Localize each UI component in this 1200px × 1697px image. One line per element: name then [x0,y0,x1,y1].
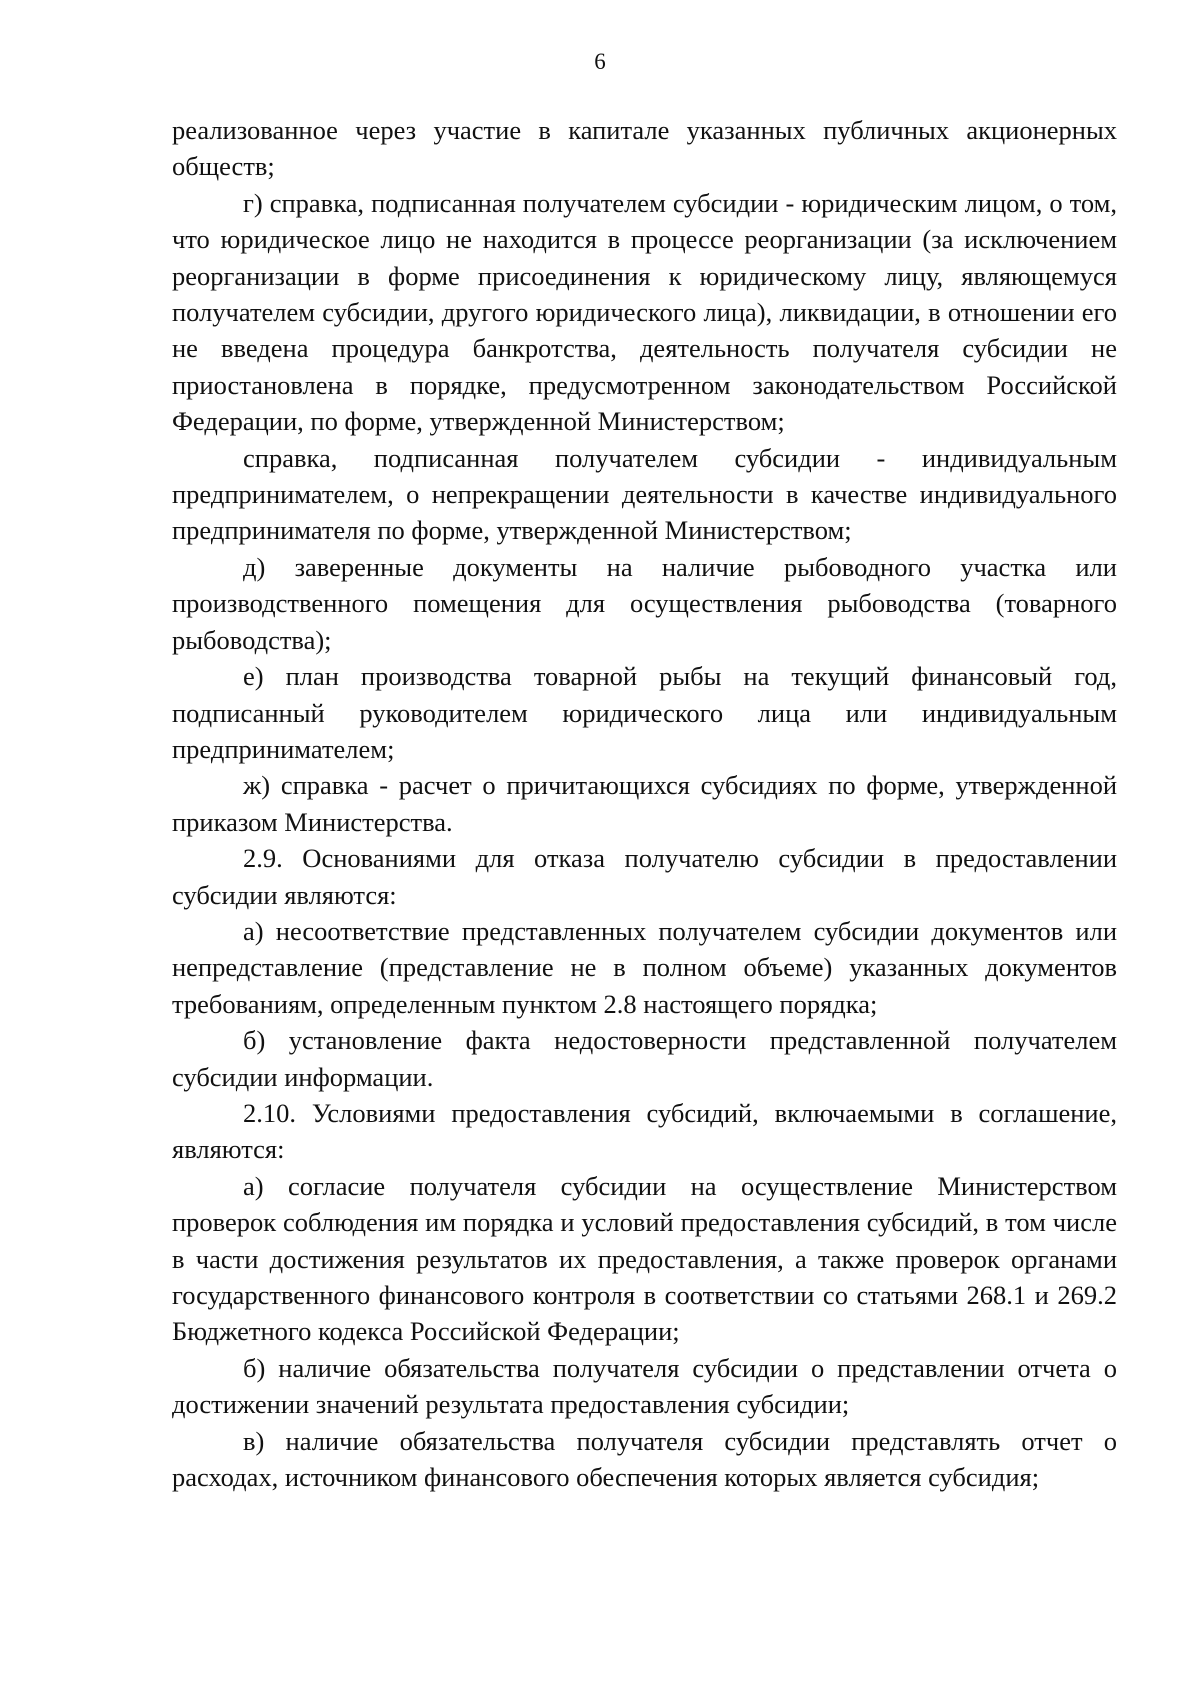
page-number: 6 [594,49,606,74]
paragraph-clause-2-10: 2.10. Условиями предоставления субсидий, включаемыми в соглашение, являются: [172,1097,1117,1165]
paragraph-item-g: г) справка, подписанная получателем субсидии - юридическим лицом, о том, что юридическое лицо не находится в процессе реорганизации (за исключением реорганизации в форме присоединения к юридическому лицу, являющемуся получателем субсидии, другого юридического лица), ликвидации, в отношении его не введена процедура банкротства, деятельность получателя субсидии не приостановлена в порядке, предусмотренном законодательством Российской Федерации, по форме, утвержденной Министерством; [172,187,1117,437]
paragraph-clause-2-10-b: б) наличие обязательства получателя субсидии о представлении отчета о достижении значений результата предоставления субсидии; [172,1352,1117,1420]
document-body [172,112,1117,1495]
paragraph-entrepreneur-certificate: справка, подписанная получателем субсидии - индивидуальным предпринимателем, о непрекращении деятельности в качестве индивидуального предпринимателя по форме, утвержденной Министерством; [172,442,1117,546]
paragraph-clause-2-9: 2.9. Основаниями для отказа получателю субсидии в предоставлении субсидии являются: [172,843,1117,910]
paragraph-clause-2-10-v: в) наличие обязательства получателя субсидии представлять отчет о расходах, источником финансового обеспечения которых является субсидия; [172,1425,1117,1493]
paragraph-item-e: е) план производства товарной рыбы на текущий финансовый год, подписанный руководителем юридического лица или индивидуальным предпринимателем; [172,661,1117,764]
paragraph-clause-2-9-a: а) несоответствие представленных получателем субсидии документов или непредставление (представление не в полном объеме) указанных документов требованиям, определенным пунктом 2.8 настоящего порядка; [172,915,1117,1019]
paragraph-continuation: реализованное через участие в капитале указанных публичных акционерных обществ; [172,115,1117,182]
paragraph-item-d: д) заверенные документы на наличие рыбоводного участка или производственного помещения для осуществления рыбоводства (товарного рыбоводства); [172,551,1117,655]
paragraph-clause-2-9-b: б) установление факта недостоверности представленной получателем субсидии информации. [172,1025,1117,1092]
paragraph-clause-2-10-a: а) согласие получателя субсидии на осуществление Министерством проверок соблюдения им порядка и условий предоставления субсидий, в том числе в части достижения результатов их предоставления, а также проверок органами государственного финансового контроля в соответствии со статьями 268.1 и 269.2 Бюджетного кодекса Российской Федерации; [172,1170,1117,1347]
paragraph-item-zh: ж) справка - расчет о причитающихся субсидиях по форме, утвержденной приказом Министерства. [172,770,1117,837]
